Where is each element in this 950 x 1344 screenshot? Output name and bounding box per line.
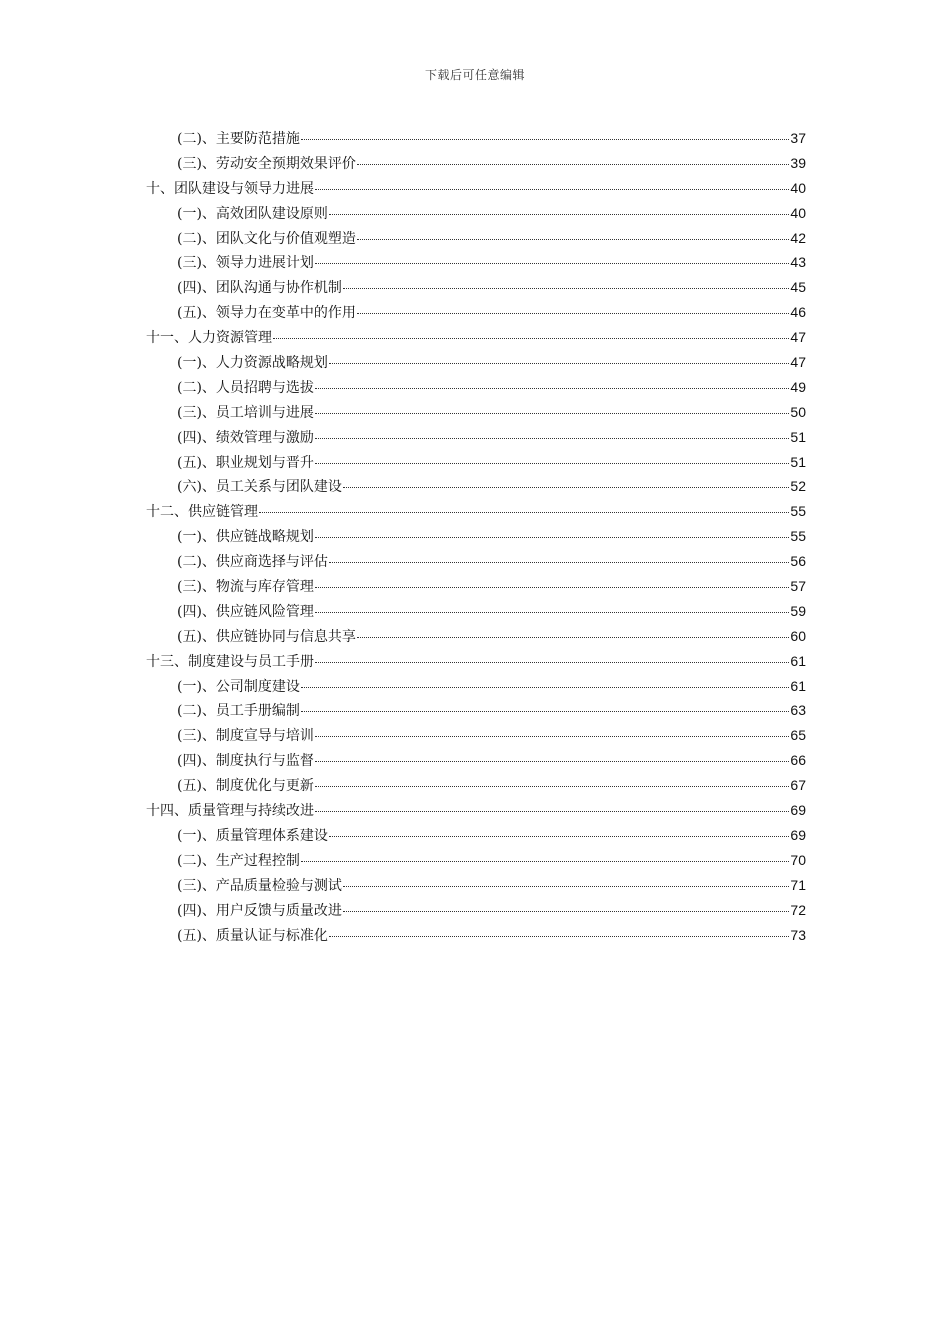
toc-dot-leader (343, 287, 789, 289)
toc-page-number: 69 (790, 802, 806, 819)
toc-section-entry[interactable] (146, 549, 806, 574)
toc-page-number: 65 (790, 727, 806, 744)
toc-page-number: 61 (790, 677, 806, 694)
toc-section-entry[interactable] (146, 923, 806, 948)
toc-page-number: 52 (790, 478, 806, 495)
toc-entry-title: (三)、劳动安全预期效果评价 (177, 155, 356, 172)
toc-dot-leader (315, 412, 789, 414)
toc-entry-title: (四)、供应链风险管理 (177, 603, 314, 620)
toc-entry-title: (一)、供应链战略规划 (177, 529, 314, 546)
toc-dot-leader (357, 163, 789, 165)
toc-dot-leader (343, 885, 789, 887)
toc-dot-leader (357, 238, 789, 240)
toc-dot-leader (301, 138, 789, 140)
toc-dot-leader (329, 935, 789, 937)
toc-page-number: 37 (790, 130, 806, 146)
toc-page-number: 47 (790, 329, 806, 346)
toc-page-number: 73 (790, 926, 806, 943)
toc-section-entry[interactable] (146, 748, 806, 773)
toc-section-entry[interactable] (146, 674, 806, 699)
toc-page-number: 69 (790, 826, 806, 843)
toc-entry-title: (三)、产品质量检验与测试 (177, 877, 342, 894)
toc-dot-leader (315, 462, 789, 464)
toc-page-number: 51 (790, 428, 806, 445)
toc-section-entry[interactable] (146, 773, 806, 798)
toc-section-entry[interactable] (146, 624, 806, 649)
toc-dot-leader (329, 561, 789, 563)
toc-page-number: 50 (790, 403, 806, 420)
toc-entry-title: (四)、绩效管理与激励 (177, 429, 314, 446)
toc-section-entry[interactable] (146, 848, 806, 873)
toc-entry-title: (六)、员工关系与团队建设 (177, 479, 342, 496)
toc-section-entry[interactable] (146, 474, 806, 499)
toc-section-entry[interactable] (146, 275, 806, 300)
toc-dot-leader (315, 586, 789, 588)
toc-chapter-entry[interactable] (146, 325, 806, 350)
toc-section-entry[interactable] (146, 823, 806, 848)
toc-page-number: 45 (790, 279, 806, 296)
toc-dot-leader (315, 810, 789, 812)
toc-entry-title: (一)、公司制度建设 (177, 678, 300, 695)
toc-entry-title: (一)、质量管理体系建设 (177, 827, 328, 844)
toc-dot-leader (315, 760, 789, 762)
toc-section-entry[interactable] (146, 350, 806, 375)
toc-entry-title: (二)、团队文化与价值观塑造 (177, 230, 356, 247)
toc-dot-leader (357, 312, 789, 314)
toc-section-entry[interactable] (146, 400, 806, 425)
toc-page-number: 70 (790, 851, 806, 868)
toc-entry-title: (五)、供应链协同与信息共享 (177, 628, 356, 645)
toc-entry-title: 十四、质量管理与持续改进 (146, 803, 314, 820)
toc-section-entry[interactable] (146, 250, 806, 275)
toc-section-entry[interactable] (146, 450, 806, 475)
toc-entry-title: (二)、供应商选择与评估 (177, 554, 328, 571)
toc-page-number: 46 (790, 304, 806, 321)
toc-dot-leader (357, 636, 789, 638)
toc-section-entry[interactable] (146, 723, 806, 748)
toc-chapter-entry[interactable] (146, 176, 806, 201)
toc-entry-title: (四)、用户反馈与质量改进 (177, 902, 342, 919)
toc-dot-leader (315, 661, 789, 663)
toc-entry-title: (三)、员工培训与进展 (177, 404, 314, 421)
toc-entry-title: (五)、制度优化与更新 (177, 778, 314, 795)
toc-entry-title: (一)、高效团队建设原则 (177, 205, 328, 222)
toc-page-number: 71 (790, 876, 806, 893)
toc-dot-leader (315, 262, 789, 264)
toc-page-number: 61 (790, 652, 806, 669)
page-header: 下载后可任意编辑 (424, 68, 525, 82)
toc-page-number: 72 (790, 901, 806, 918)
toc-entry-title: (二)、员工手册编制 (177, 703, 300, 720)
toc-entry-title: (五)、领导力在变革中的作用 (177, 305, 356, 322)
toc-section-entry[interactable] (146, 425, 806, 450)
toc-entry-title: 十、团队建设与领导力进展 (146, 180, 314, 197)
toc-page-number: 55 (790, 528, 806, 545)
toc-entry-title: (四)、团队沟通与协作机制 (177, 280, 342, 297)
toc-page-number: 43 (790, 254, 806, 271)
toc-entry-title: (五)、职业规划与晋升 (177, 454, 314, 471)
toc-section-entry[interactable] (146, 898, 806, 923)
toc-entry-title: 十一、人力资源管理 (146, 330, 272, 347)
toc-dot-leader (301, 686, 789, 688)
toc-dot-leader (343, 910, 789, 912)
toc-section-entry[interactable] (146, 524, 806, 549)
toc-entry-title: (五)、质量认证与标准化 (177, 927, 328, 944)
toc-page-number: 56 (790, 553, 806, 570)
toc-dot-leader (315, 437, 789, 439)
toc-entry-title: 十三、制度建设与员工手册 (146, 653, 314, 670)
toc-page-number: 39 (790, 154, 806, 171)
toc-dot-leader (301, 710, 789, 712)
toc-dot-leader (259, 511, 789, 513)
toc-page-number: 40 (790, 204, 806, 221)
toc-page-number: 49 (790, 378, 806, 395)
toc-dot-leader (301, 860, 789, 862)
toc-entry-title: (二)、人员招聘与选拔 (177, 379, 314, 396)
toc-section-entry[interactable] (146, 698, 806, 723)
toc-dot-leader (315, 536, 789, 538)
toc-page-number: 47 (790, 354, 806, 371)
toc-page-number: 63 (790, 702, 806, 719)
toc-dot-leader (329, 362, 789, 364)
toc-entry-title: (二)、主要防范措施 (177, 131, 300, 147)
toc-page-number: 51 (790, 453, 806, 470)
toc-entry-title: 十二、供应链管理 (146, 504, 258, 521)
toc-section-entry[interactable] (146, 201, 806, 226)
toc-entry-title: (三)、物流与库存管理 (177, 579, 314, 596)
toc-page-number: 55 (790, 503, 806, 520)
toc-section-entry[interactable] (146, 375, 806, 400)
toc-dot-leader (273, 337, 789, 339)
toc-section-entry[interactable] (146, 873, 806, 898)
toc-entry-title: (四)、制度执行与监督 (177, 753, 314, 770)
toc-dot-leader (315, 785, 789, 787)
toc-entry-title: (一)、人力资源战略规划 (177, 355, 328, 372)
toc-page-number: 59 (790, 602, 806, 619)
table-of-contents (146, 126, 806, 947)
toc-entry-title: (二)、生产过程控制 (177, 852, 300, 869)
toc-chapter-entry[interactable] (146, 649, 806, 674)
toc-dot-leader (315, 735, 789, 737)
toc-dot-leader (315, 387, 789, 389)
toc-page-number: 66 (790, 752, 806, 769)
toc-chapter-entry[interactable] (146, 798, 806, 823)
toc-page-number: 57 (790, 578, 806, 595)
toc-dot-leader (315, 611, 789, 613)
toc-page-number: 42 (790, 229, 806, 246)
toc-dot-leader (329, 835, 789, 837)
toc-dot-leader (329, 213, 789, 215)
toc-entry-title: (三)、领导力进展计划 (177, 255, 314, 272)
toc-dot-leader (343, 486, 789, 488)
toc-section-entry[interactable] (146, 151, 806, 176)
toc-section-entry[interactable] (146, 574, 806, 599)
toc-section-entry[interactable] (146, 300, 806, 325)
toc-chapter-entry[interactable] (146, 499, 806, 524)
toc-page-number: 60 (790, 627, 806, 644)
toc-page-number: 40 (790, 179, 806, 196)
toc-dot-leader (315, 188, 789, 190)
toc-section-entry[interactable] (146, 599, 806, 624)
toc-section-entry[interactable] (146, 226, 806, 251)
toc-entry-title: (三)、制度宣导与培训 (177, 728, 314, 745)
toc-section-entry[interactable] (146, 126, 806, 151)
toc-page-number: 67 (790, 777, 806, 794)
